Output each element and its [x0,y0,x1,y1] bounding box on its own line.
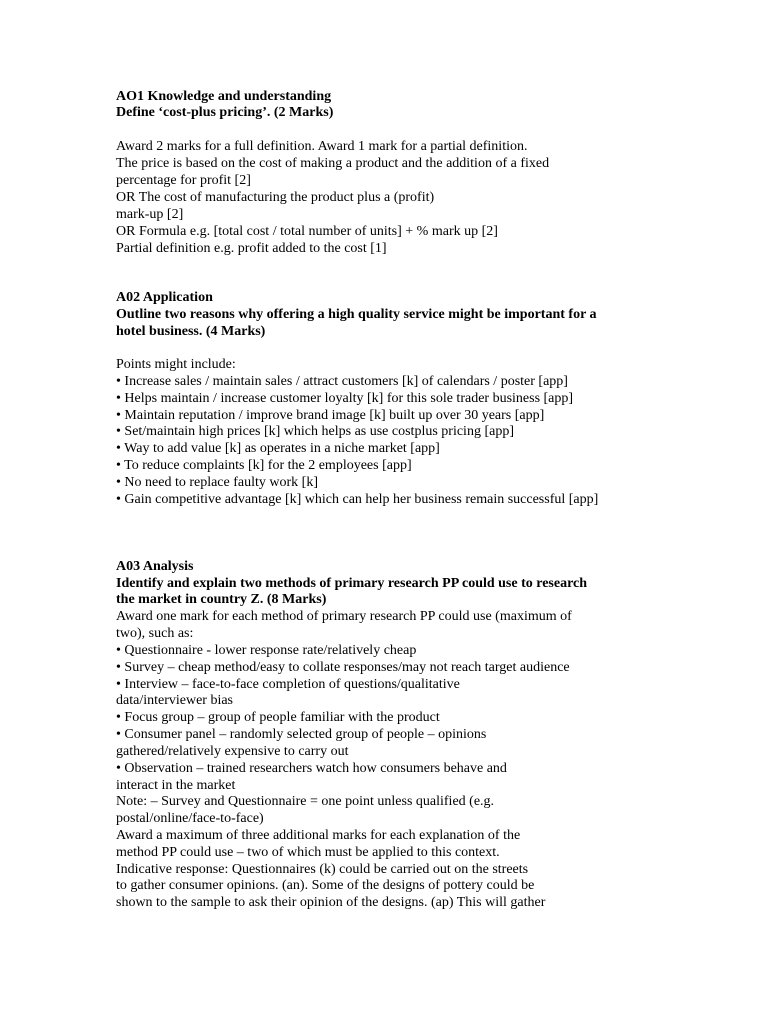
section3-line: postal/online/face-to-face) [116,811,264,826]
section1-line: Award 2 marks for a full definition. Award 1 mark for a partial definition. [116,139,528,154]
section3-bullet: • Observation – trained researchers watch how consumers behave and [116,761,507,776]
section3-line: to gather consumer opinions. (an). Some of the designs of pottery could be [116,878,535,893]
section2-bullet: • No need to replace faulty work [k] [116,475,318,490]
section3-question-line1: Identify and explain two methods of primary research PP could use to research [116,576,588,591]
section3-line: Note: – Survey and Questionnaire = one point unless qualified (e.g. [116,794,495,809]
section2-bullet: • Way to add value [k] as operates in a niche market [app] [116,441,440,456]
section3-line: shown to the sample to ask their opinion of the designs. (ap) This will gather [116,895,546,910]
section2-heading: A02 Application [116,290,213,305]
section1-line: OR The cost of manufacturing the product plus a (profit) [116,190,435,205]
section3-bullet: • Interview – face-to-face completion of questions/qualitative [116,677,460,692]
section3-bullet: • Focus group – group of people familiar with the product [116,710,440,725]
section3-bullet: • Survey – cheap method/easy to collate responses/may not reach target audience [116,660,570,675]
section2-bullet: • To reduce complaints [k] for the 2 employees [app] [116,458,412,473]
section3-line: method PP could use – two of which must be applied to this context. [116,845,500,860]
section3-line: Award a maximum of three additional marks for each explanation of the [116,828,521,843]
section1-line: percentage for profit [2] [116,173,251,188]
section2-bullet: • Increase sales / maintain sales / attract customers [k] of calendars / poster [app] [116,374,568,389]
section3-bullet: • Consumer panel – randomly selected group of people – opinions [116,727,487,742]
section3-line: two), such as: [116,626,194,641]
section2-bullet: • Gain competitive advantage [k] which can help her business remain successful [app] [116,492,599,507]
section1-line: Partial definition e.g. profit added to the cost [1] [116,241,387,256]
section2-question-line1: Outline two reasons why offering a high quality service might be important for a [116,307,597,322]
section1-question: Define ‘cost-plus pricing’. (2 Marks) [116,105,334,120]
section1-heading: AO1 Knowledge and understanding [116,89,332,104]
section1-line: OR Formula e.g. [total cost / total number of units] + % mark up [2] [116,224,498,239]
section3-line: Award one mark for each method of primary research PP could use (maximum of [116,609,572,624]
section3-line: gathered/relatively expensive to carry out [116,744,349,759]
section3-line: Indicative response: Questionnaires (k) could be carried out on the streets [116,862,529,877]
section3-line: interact in the market [116,778,236,793]
section2-bullet: • Maintain reputation / improve brand image [k] built up over 30 years [app] [116,408,545,423]
section1-line: The price is based on the cost of making a product and the addition of a fixed [116,156,550,171]
section1-line: mark-up [2] [116,207,184,222]
section3-heading: A03 Analysis [116,559,194,574]
section2-bullet: • Set/maintain high prices [k] which helps as use costplus pricing [app] [116,424,514,439]
section2-bullet: • Helps maintain / increase customer loyalty [k] for this sole trader business [app] [116,391,574,406]
section2-question-line2: hotel business. (4 Marks) [116,324,266,339]
section3-line: data/interviewer bias [116,693,234,708]
section2-line: Points might include: [116,357,236,372]
section3-bullet: • Questionnaire - lower response rate/relatively cheap [116,643,417,658]
section3-question-line2: the market in country Z. (8 Marks) [116,592,327,607]
